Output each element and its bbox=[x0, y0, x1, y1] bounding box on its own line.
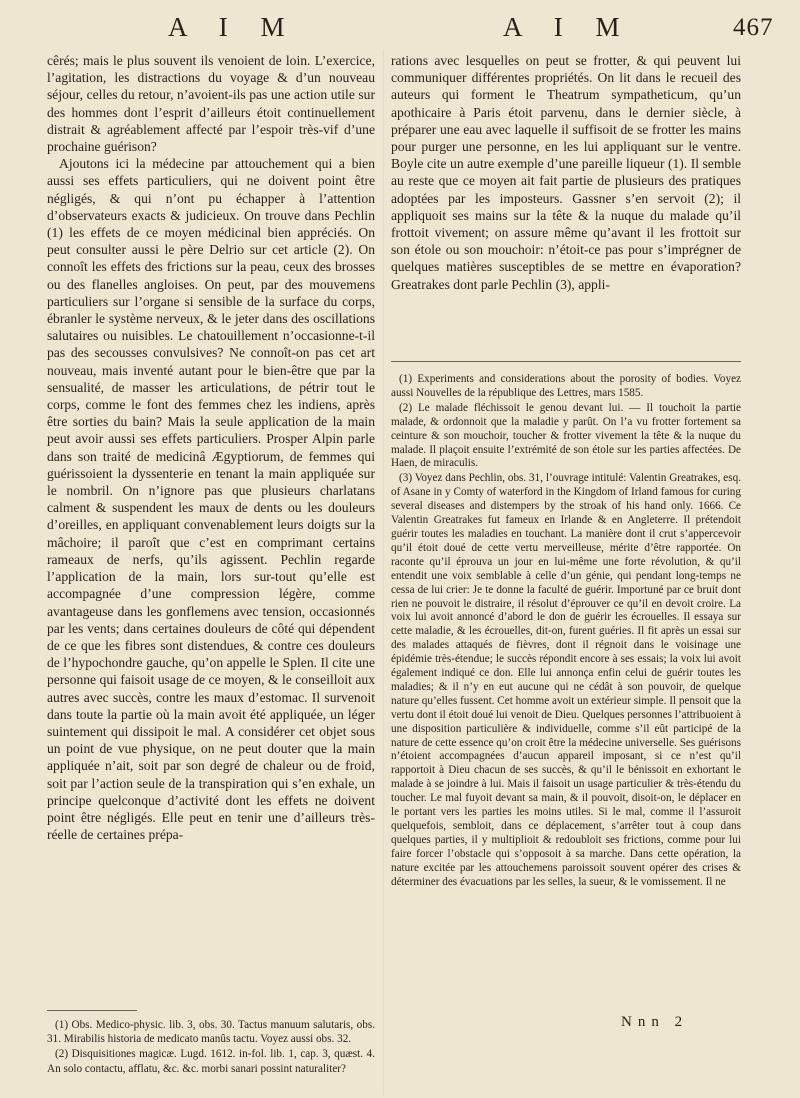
left-footnote-1: (1) Obs. Medico-physic. lib. 3, obs. 30. Tactus manuum salutaris, obs. 31. Mirabilis historia de medicato manûs tactu. Voyez aussi obs. 32. bbox=[47, 1019, 375, 1046]
footnote-rule-right bbox=[391, 361, 741, 362]
right-footnote-2: (2) Le malade fléchissoit le genou devant lui. — Il touchoit la partie malade, & ordonnoit que la maladie y parût. On l’a vu frotter fortement sa ceinture & son mouchoir, toucher & frotter vivement la tête & la nuque du malade. Il plaçoit ensuite l’extrémité de son étole sur les parties affectées. De Haen, de miraculis. bbox=[391, 401, 741, 470]
right-footnote-3: (3) Voyez dans Pechlin, obs. 31, l’ouvrage intitulé: Valentin Greatrakes, esq. of Asane in y Comty of waterford in the Kingdom of Irland famous for curing several diseases and distempers by the stroak of his hand only. 1666. Ce Valentin Greatrakes fut fameux en Irlande & en Angleterre. Il prétendoit guérir toutes les maladies en touchant. La manière dont il crut s’appercevoir qu’il étoit doué de cette vertu merveilleuse, mérite d’être rapportée. On raconte qu’il éprouva un jour en lui-même une forte révolution, & qu’il entendit une voix semblable à celle d’un génie, qui pendant long-temps ne cessa de lui crier: Je te donne la faculté de guérir. Importuné par ce bruit dont rien ne pouvoit le distraire, il résolut d’éprouver ce qu’il en devoit croire. La voix lui avoit annoncé d’abord le don de guérir les écrouelles. Il essaya sur cette maladie, & les écrouelles, dit-on, furent guéries. Il fit après un essai sur des malades attaqués de fièvres, dont il régnoit dans le voisinage une épidémie très-étendue; le succès répondit encore à ses essais; la voix lui avoit également indiqué ce don. Elle lui annonça enfin celui de guérir toutes les maladies; & il n’y en eut aucune qui ne cédât à son pouvoir, de quelque nature qu’elles fussent. Cet homme avoit un extérieur simple. Il pensoit que la vertu dont il étoit doué lui venoit de Dieu. Quelques personnes l’attribuoient à une disposition particulière & individuelle, comme s’il eût participé de la nature de cette essence qu’on croit être la médecine universelle. Ses guérisons n’étoient accompagnées d’aucun appareil imposant, si ce n’est qu’il rapportoit à Dieu chacun de ses succès, & qu’il le bénissoit en exhortant le malade à se joindre à lui. Mais il faisoit un usage particulier & très-étendu du toucher. Le mal fuyoit devant sa main, & il pouvoit, disoit-on, le déplacer en le portant vers les parties les moins utiles. Si le mal, comme il l’assuroit quelquefois, sembloit, dans ce déplacement, s’arrêter tout à coup dans quelques parties, il y multiplioit & redoubloit ses frictions, comme pour lui faire forcer l’obstacle qui s’opposoit à sa marche. Dans cette opération, la nature excitée par les attouchemens paroissoit souvent opérer des crises & déterminer des évacuations par les selles, la sueur, & le vomissement. Il ne bbox=[391, 472, 741, 888]
right-footnotes bbox=[391, 373, 741, 891]
left-paragraph-2: Ajoutons ici la médecine par attouchement qui a bien aussi ses effets particuliers, qui ne doivent point être négligés, & qui n’ont pu échapper à l’attention d’observateurs exacts & judicieux. On trouve dans Pechlin (1) les effets de ce moyen médicinal bien appréciés. On peut consulter aussi le père Delrio sur cet article (2). On connoît les effets des frictions sur la peau, ceux des brosses ou des flanelles angloises. On peut, par des mouvemens particuliers sur l’organe si sensible de la surface du corps, ébranler le système nerveux, & le jeter dans des oscillations salutaires ou nuisibles. Le chatouillement n’occasionne-t-il pas des secousses convulsives? Ne connoît-on pas cet art nouveau, mais inventé autant pour le bien-être que par la sensualité, de masser les articulations, de pétrir tout le corps, comme le font des femmes chez les indiens, après être sorties du bain? Mais la seule application de la main peut avoir aussi ses effets particuliers. Prosper Alpin parle dans son traité de medicinâ Ægyptiorum, de femmes qui guérissoient la dyssenterie en tenant la main appliquée sur le nombril. On n’ignore pas que plusieurs charlatans calment & suspendent les maux de dents ou les douleurs d’oreilles, en appliquant convenablement leurs doigts sur la mâchoire; il paroît que c’est en comprimant certains rameaux de nerfs, qu’ils agissent. Pechlin regarde l’application de la main, lors sur-tout qu’elle est accompagnée d’une compression légère, comme avantageuse dans les gonflemens avec tension, occasionnés par les vents; dans certaines douleurs de côté qui dépendent de ce que les fibres sont distendues, & contre ces douleurs de l’hypochondre gauche, qu’on appelle le Splen. Il cite une personne qui faisoit usage de ce moyen, & le conseilloit aux autres avec succès, contre les maux d’estomac. Il survenoit dans toute la partie où la main avoit été appliquée, un léger suintement qui dissipoit le mal. A considérer cet objet sous un point de vue physique, on ne peut douter que la main appliquée n’ait, soit par son degré de chaleur ou de froid, soit par l’action seule de la transpiration qui s’en exhale, un principe quelconque d’activité dont les effets ne doivent point être négligés. Elle peut en tenir une d’ailleurs très-réelle de certaines prépa- bbox=[47, 156, 375, 843]
right-paragraph-1: rations avec lesquelles on peut se frotter, & qui peuvent lui communiquer différentes propriétés. On lit dans le recueil des auteurs qui forment le Theatrum sympatheticum, qu’un apothicaire à Paris étoit parvenu, dans le dernier siècle, à préparer une eau avec laquelle il suffisoit de se frotter les mains pour purger une personne, en les lui appliquant sur le ventre. Boyle cite un autre exemple d’une pareille liqueur (1). Il semble au reste que ce moyen ait fait partie de plusieurs des pratiques adoptées par les imposteurs. Gassner s’en servoit (2); il appliquoit ses mains sur la tête & la nuque du malade qu’il frottoit vivement; on assure même qu’avant il les frottoit sur son étole ou son mouchoir: n’étoit-ce pas pour s’imprégner de quelques matières susceptibles de se mettre en évaporation? Greatrakes dont parle Pechlin (3), appli- bbox=[391, 53, 741, 292]
footnote-rule-left bbox=[47, 1010, 137, 1011]
left-footnote-2: (2) Disquisitiones magicæ. Lugd. 1612. in-fol. lib. 1, cap. 3, quæst. 4. An solo contactu, afflatu, &c. &c. morbi sanari possint naturaliter? bbox=[47, 1048, 375, 1075]
running-head-right: A I M bbox=[503, 12, 633, 42]
right-footnote-1: (1) Experiments and considerations about the porosity of bodies. Voyez aussi Nouvelles de la république des Lettres, mars 1585. bbox=[391, 373, 741, 399]
running-head-left: A I M bbox=[168, 12, 298, 42]
left-column bbox=[47, 52, 375, 843]
column-gutter bbox=[383, 50, 384, 1095]
left-paragraph-1: cêrés; mais le plus souvent ils venoient de loin. L’exercice, l’agitation, les distractions du voyage & d’un nouveau séjour, celles du retour, n’avoient-ils pas une action utile sur des hommes dont l’esprit d’ailleurs étoit continuellement distrait & agréablement affecté par l’espoir très-vif d’une prochaine guérison? bbox=[47, 53, 375, 155]
signature-mark: Nnn 2 bbox=[621, 1014, 689, 1030]
page-number: 467 bbox=[733, 14, 774, 41]
left-footnotes bbox=[47, 1018, 375, 1077]
right-column bbox=[391, 52, 741, 293]
